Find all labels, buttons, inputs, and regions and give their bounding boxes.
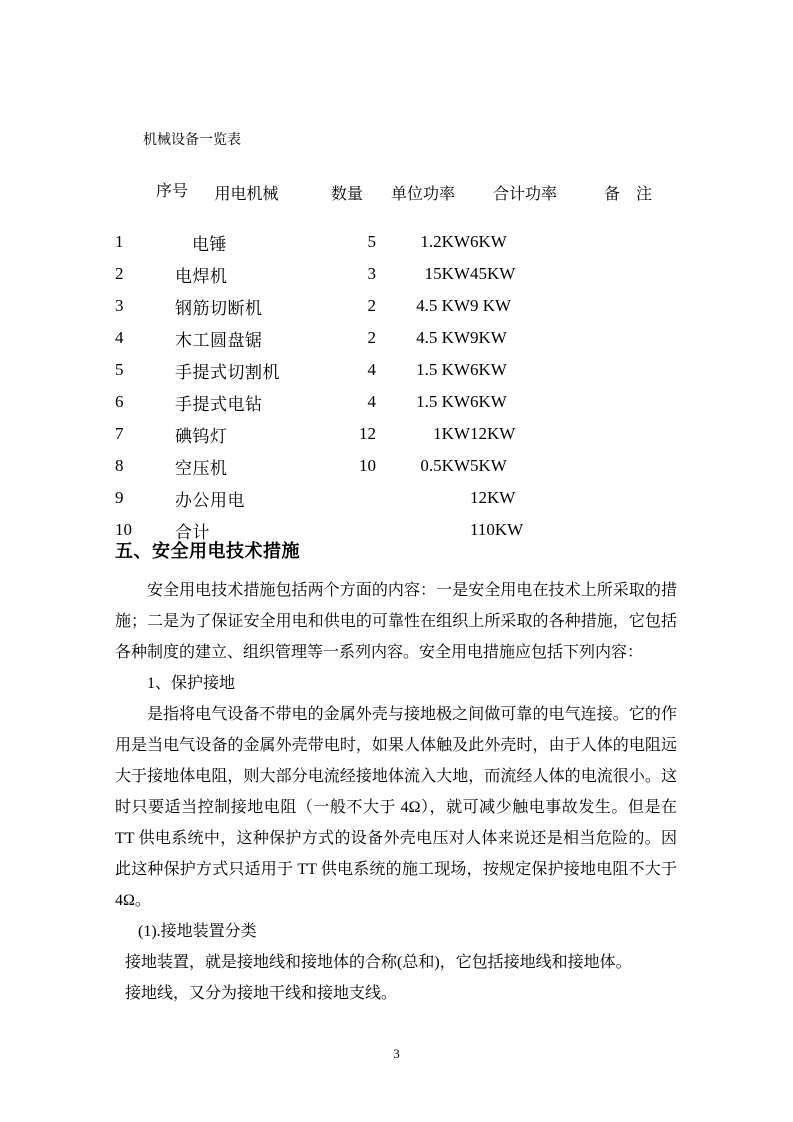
cell-total-power: 45KW bbox=[470, 264, 516, 283]
cell-index: 6 bbox=[115, 392, 124, 411]
cell-quantity: 4 bbox=[367, 392, 376, 411]
cell-index: 4 bbox=[115, 328, 124, 347]
cell-remarks bbox=[580, 450, 676, 482]
cell-machine: 手提式切割机 bbox=[175, 362, 280, 382]
cell-machine: 钢筋切断机 bbox=[175, 298, 263, 318]
table-row bbox=[115, 450, 676, 482]
cell-machine: 电锤 bbox=[192, 234, 227, 254]
cell-unit-power bbox=[376, 482, 470, 514]
cell-unit-power: 1.2KW bbox=[420, 232, 470, 251]
cell-total-power: 6KW bbox=[470, 360, 507, 379]
cell-total-power: 5KW bbox=[470, 456, 507, 475]
table-row bbox=[115, 290, 676, 322]
cell-machine: 合计 bbox=[175, 522, 210, 542]
cell-index: 5 bbox=[115, 360, 124, 379]
cell-quantity: 3 bbox=[367, 264, 376, 283]
subsection-title-classification: (1).接地装置分类 bbox=[138, 923, 257, 940]
cell-total-power: 6KW bbox=[470, 392, 507, 411]
cell-quantity: 2 bbox=[367, 296, 376, 315]
cell-quantity: 5 bbox=[367, 232, 376, 251]
cell-remarks bbox=[580, 226, 676, 258]
cell-total-power: 9KW bbox=[470, 328, 507, 347]
table-header-row bbox=[115, 158, 676, 226]
table-row bbox=[115, 322, 676, 354]
equipment-table-title: 机械设备一览表 bbox=[143, 133, 241, 148]
cell-unit-power: 4.5 KW bbox=[416, 296, 470, 315]
cell-index: 1 bbox=[115, 232, 124, 251]
subsection-title-grounding: 1、保护接地 bbox=[147, 675, 236, 692]
cell-total-power: 9 KW bbox=[470, 296, 512, 315]
table-row bbox=[115, 482, 676, 514]
cell-unit-power: 1KW bbox=[433, 424, 470, 443]
cell-index: 10 bbox=[115, 520, 132, 539]
cell-quantity: 12 bbox=[359, 424, 376, 443]
cell-remarks bbox=[580, 258, 676, 290]
cell-unit-power: 4.5 KW bbox=[416, 328, 470, 347]
column-header-total-power: 合计功率 bbox=[492, 185, 557, 203]
cell-machine: 办公用电 bbox=[175, 490, 245, 510]
cell-total-power: 110KW bbox=[470, 520, 524, 539]
table-row bbox=[115, 258, 676, 290]
column-header-unit-power: 单位功率 bbox=[390, 185, 455, 203]
cell-quantity: 4 bbox=[367, 360, 376, 379]
paragraph-grounding-device: 接地装置，就是接地线和接地体的合称(总和)，它包括接地线和接地体。 bbox=[125, 954, 632, 971]
cell-remarks bbox=[580, 418, 676, 450]
cell-unit-power: 1.5 KW bbox=[416, 392, 470, 411]
table-row bbox=[115, 226, 676, 258]
cell-index: 9 bbox=[115, 488, 124, 507]
column-header-machine: 用电机械 bbox=[214, 185, 279, 203]
cell-index: 7 bbox=[115, 424, 124, 443]
paragraph-grounding-wire: 接地线，又分为接地干线和接地支线。 bbox=[125, 985, 398, 1002]
cell-remarks bbox=[580, 290, 676, 322]
cell-unit-power: 0.5KW bbox=[420, 456, 470, 475]
cell-quantity bbox=[318, 482, 376, 514]
cell-remarks bbox=[580, 354, 676, 386]
column-header-index bbox=[115, 158, 189, 226]
page-number: 3 bbox=[393, 1046, 400, 1061]
cell-remarks bbox=[580, 322, 676, 354]
cell-index: 8 bbox=[115, 456, 124, 475]
column-header-quantity: 数量 bbox=[330, 185, 363, 203]
cell-machine: 电焊机 bbox=[175, 266, 228, 286]
column-header-index-label: 序号 bbox=[156, 183, 189, 200]
cell-quantity: 10 bbox=[359, 456, 376, 475]
cell-index: 2 bbox=[115, 264, 124, 283]
cell-machine: 手提式电钻 bbox=[175, 394, 263, 414]
cell-total-power: 12KW bbox=[470, 424, 516, 443]
cell-remarks bbox=[580, 386, 676, 418]
safety-section bbox=[115, 536, 677, 1009]
cell-remarks bbox=[580, 482, 676, 514]
table-row bbox=[115, 386, 676, 418]
table-row bbox=[115, 418, 676, 450]
cell-index: 3 bbox=[115, 296, 124, 315]
table-row bbox=[115, 354, 676, 386]
paragraph-grounding-detail: 是指将电气设备不带电的金属外壳与接地极之间做可靠的电气连接。它的作用是当电气设备的金属外壳带电时，如果人体触及此外壳时，由于人体的电阻远大于接地体电阻，则大部分电流经接地体流入大地，而流经人体的电流很小。这时只要适当控制接地电阻（一般不大于 4Ω），就可减少触电事故发生。但是在 TT 供电系统中，这种保护方式的设备外壳电压对人体来说还是相当危险的。因此这种保护方式只适用于 TT 供电系统的施工现场，按规定保护接地电阻不大于 4Ω。 bbox=[115, 706, 677, 909]
paragraph-intro: 安全用电技术措施包括两个方面的内容：一是安全用电在技术上所采取的措施；二是为了保证安全用电和供电的可靠性在组织上所采取的各种措施，它包括各种制度的建立、组织管理等一系列内容。安全用电措施应包括下列内容： bbox=[115, 582, 677, 661]
column-header-remarks: 备 注 bbox=[603, 185, 652, 203]
cell-machine: 木工圆盘锯 bbox=[175, 330, 263, 350]
cell-machine: 碘钨灯 bbox=[175, 426, 228, 446]
cell-total-power: 12KW bbox=[470, 488, 516, 507]
cell-machine: 空压机 bbox=[175, 458, 228, 478]
cell-unit-power: 15KW bbox=[424, 264, 470, 283]
section-heading: 五、安全用电技术措施 bbox=[115, 541, 300, 561]
cell-unit-power: 1.5 KW bbox=[416, 360, 470, 379]
cell-quantity: 2 bbox=[367, 328, 376, 347]
equipment-table bbox=[115, 158, 676, 546]
cell-total-power: 6KW bbox=[470, 232, 507, 251]
